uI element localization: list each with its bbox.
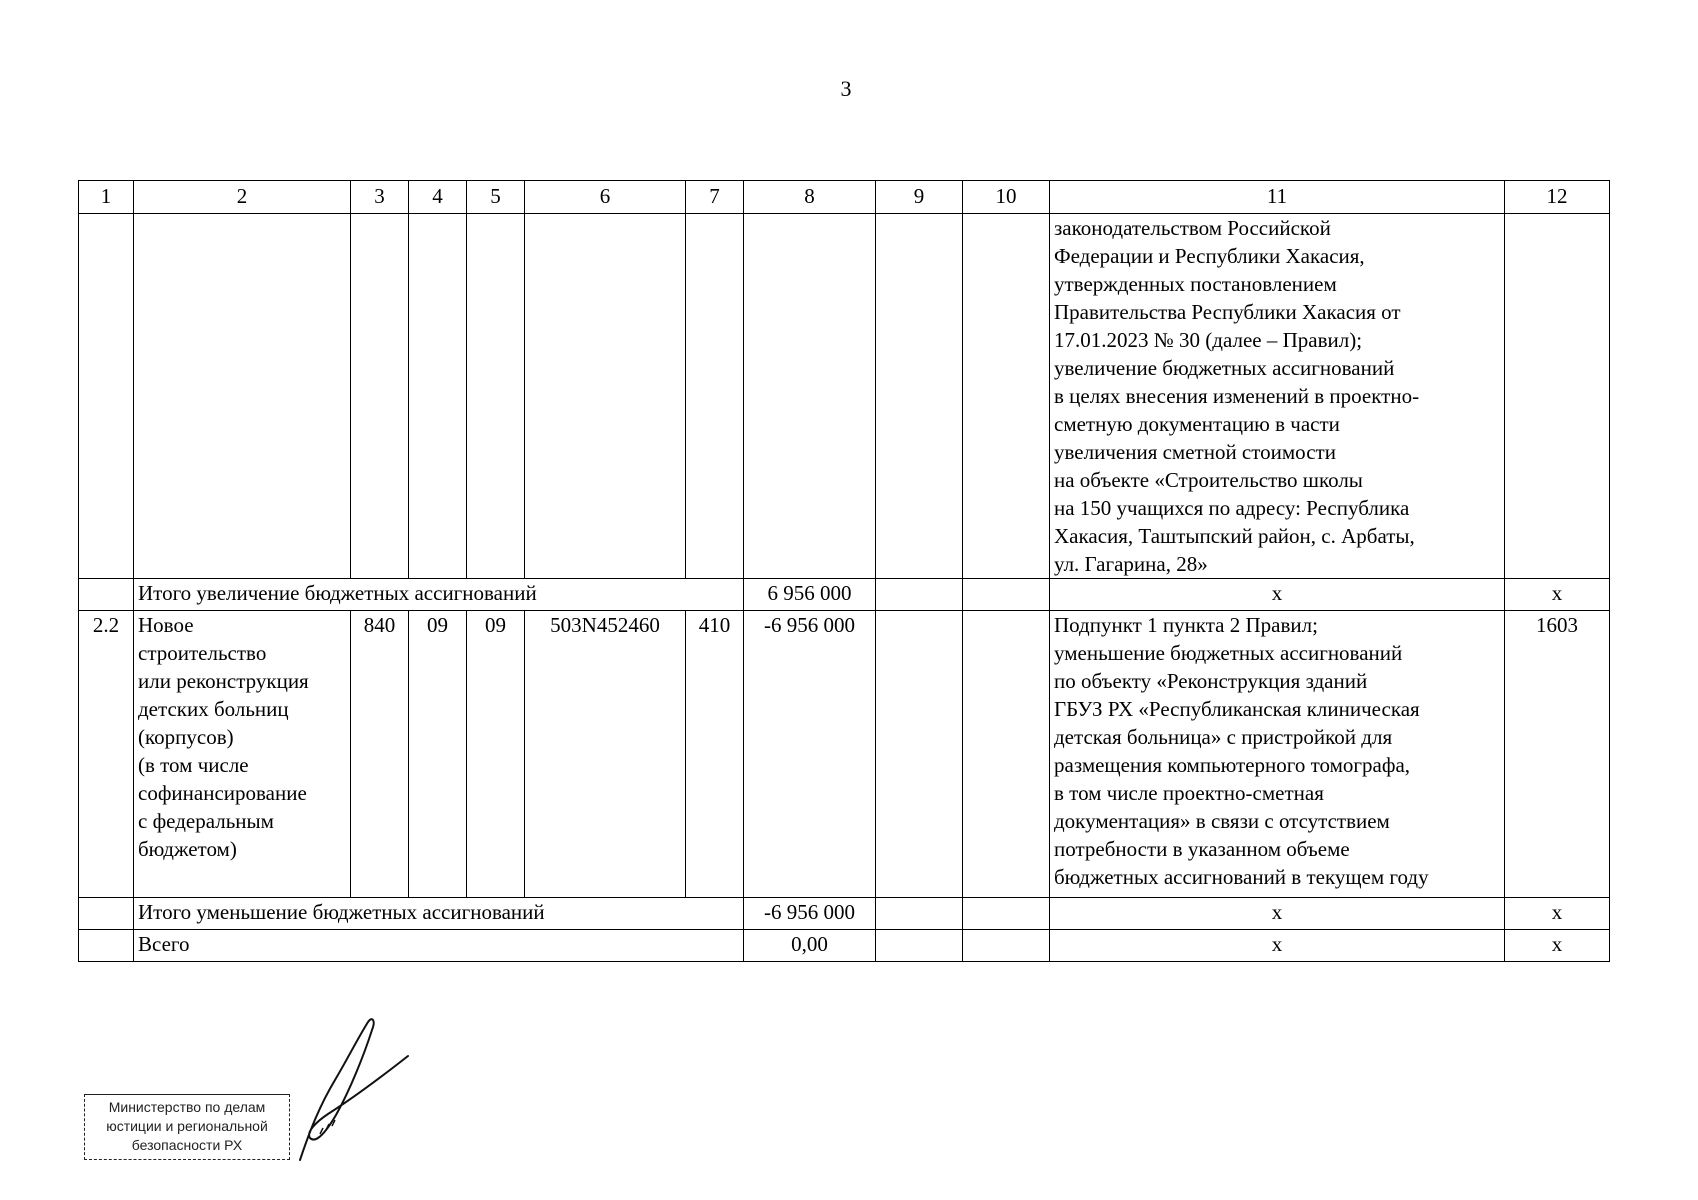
empty-cell [876,930,963,962]
empty-cell [876,898,963,930]
page-number: 3 [840,76,852,101]
column-header: 1 [79,181,134,214]
empty-cell [79,930,134,962]
x-mark: х [1505,579,1610,611]
empty-cell [963,898,1050,930]
item-code-col12: 1603 [1505,611,1610,898]
grand-total-row [79,930,1610,962]
empty-cell [876,579,963,611]
item-amount: -6 956 000 [744,611,876,898]
grand-total-amount: 0,00 [744,930,876,962]
item-row-2-2 [79,611,1610,898]
column-header: 5 [467,181,525,214]
item-justification: Подпункт 1 пункта 2 Правил; уменьшение бюджетных ассигнований по объекту «Реконструкция зданий ГБУЗ РХ «Республиканская клиническая детская больница» с пристройкой для размещения компьютерного томографа, в том числе проектно-сметная документация» в связи с отсутствием потребности в указанном объеме бюджетных ассигнований в текущем году [1050,611,1505,898]
column-header: 8 [744,181,876,214]
empty-cell [134,214,351,579]
empty-cell [963,611,1050,898]
empty-cell [79,214,134,579]
x-mark: х [1505,930,1610,962]
x-mark: х [1050,579,1505,611]
empty-cell [876,611,963,898]
handwritten-signature [280,1010,440,1170]
column-header: 9 [876,181,963,214]
decrease-total-label: Итого уменьшение бюджетных ассигнований [134,898,744,930]
decrease-total-amount: -6 956 000 [744,898,876,930]
increase-total-label: Итого увеличение бюджетных ассигнований [134,579,744,611]
column-header: 7 [686,181,744,214]
empty-cell [525,214,686,579]
x-mark: х [1050,930,1505,962]
subsection-code: 09 [467,611,525,898]
stamp-line: безопасности РХ [131,1137,243,1153]
continuation-row [79,214,1610,579]
decrease-total-row [79,898,1610,930]
column-header: 12 [1505,181,1610,214]
x-mark: х [1050,898,1505,930]
stamp-line: Министерство по делам [108,1099,266,1115]
stamp-line: юстиции и региональной [106,1118,268,1134]
column-header: 3 [351,181,409,214]
item-number: 2.2 [79,611,134,898]
empty-cell [1505,214,1610,579]
column-header: 4 [409,181,467,214]
column-header: 6 [525,181,686,214]
grand-total-label: Всего [134,930,744,962]
column-header: 2 [134,181,351,214]
empty-cell [963,930,1050,962]
column-header: 11 [1050,181,1505,214]
increase-total-row [79,579,1610,611]
increase-total-amount: 6 956 000 [744,579,876,611]
ministry-code: 840 [351,611,409,898]
section-code: 09 [409,611,467,898]
empty-cell [79,579,134,611]
empty-cell [963,579,1050,611]
empty-cell [351,214,409,579]
expense-type-code: 410 [686,611,744,898]
item-name: Новое строительство или реконструкция детских больниц (корпусов) (в том числе софинансирование с федеральным бюджетом) [134,611,351,898]
x-mark: х [1505,898,1610,930]
empty-cell [963,214,1050,579]
empty-cell [79,898,134,930]
column-header: 10 [963,181,1050,214]
budget-changes-table [78,180,1610,962]
justification-text: законодательством Российской Федерации и Республики Хакасия, утвержденных постановлением Правительства Республики Хакасия от 17.01.2023 № 30 (далее – Правил); увеличение бюджетных ассигнований в целях внесения изменений в проектно- сметную документацию в части увеличения сметной стоимости на объекте «Строительство школы на 150 учащихся по адресу: Республика Хакасия, Таштыпский район, с. Арбаты, ул. Гагарина, 28» [1050,214,1505,579]
ministry-stamp [84,1094,290,1160]
target-article-code: 503N452460 [525,611,686,898]
empty-cell [686,214,744,579]
empty-cell [409,214,467,579]
empty-cell [467,214,525,579]
empty-cell [876,214,963,579]
empty-cell [744,214,876,579]
column-number-row [79,181,1610,214]
